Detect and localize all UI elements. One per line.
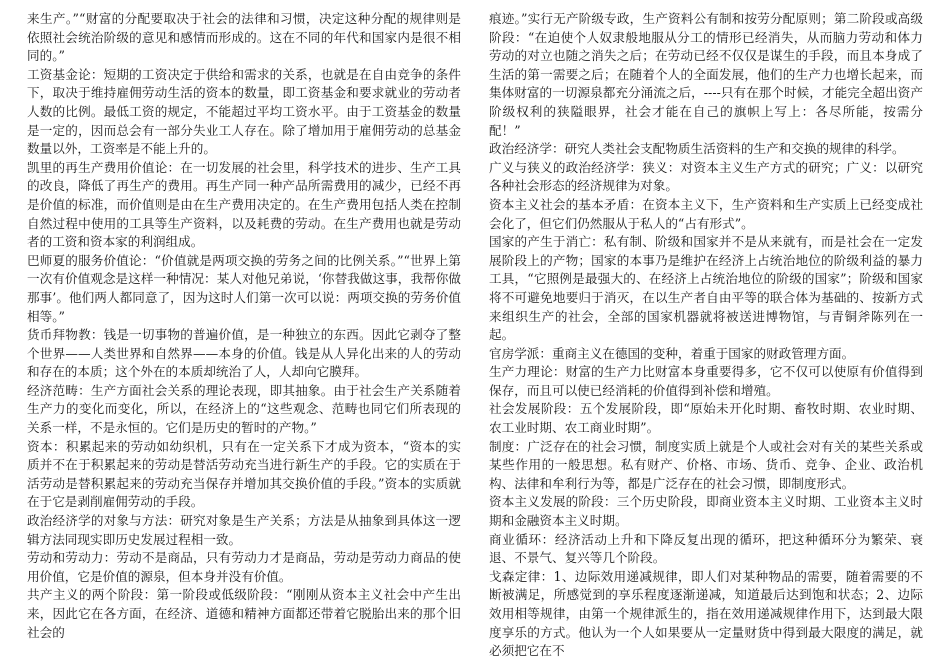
paragraph: 痕迹。”实行无产阶级专政，生产资料公有制和按劳分配原则；第二阶段或高级阶段：“在迫使个人奴隶般地服从分工的情形已经消失，从而脑力劳动和体力劳动的对立也随之消失之后；在劳动已经不仅仅是谋生的手段，而且本身成了生活的第一需要之后；在随着个人的全面发展，他们的生产力也增长起来，而集体财富的一切源泉都充分涌流之后，----只有在那个时候，才能完全超出资产阶级权利的狭隘眼界，社会才能在自己的旗帜上写上：各尽所能，按需分配！” <box>489 11 923 138</box>
paragraph: 凯里的再生产费用价值论：在一切发展的社会里，科学技术的进步、生产工具的改良，降低了再生产的费用。再生产同一种产品所需费用的减少，已经不再是价值的标准，而价值则是由在生产费用决定的。在生产费用包括人类在控制自然过程中使用的工具等生产资料，以及耗费的劳动。在生产费用也就是劳动者的工资和资本家的利润组成。 <box>27 159 461 250</box>
paragraph: 广义与狭义的政治经济学：狭义：对资本主义生产方式的研究；广义：以研究各种社会形态的经济规律为对象。 <box>489 159 923 194</box>
paragraph: 官房学派：重商主义在德国的变种，着重于国家的财政管理方面。 <box>489 345 855 361</box>
paragraph: 工资基金论：短期的工资决定于供给和需求的关系，也就是在自由竞争的条件下，取决于维持雇佣劳动生活的资本的数量，即工资基金和要求就业的劳动者人数的比例。最低工资的规定，不能超过平均工资水平。由于工资基金的数量是一定的，因而总会有一部分失业工人存在。除了增加用于雇佣劳动的总基金数量以外，工资率是不能上升的。 <box>27 66 461 157</box>
paragraph: 巴师夏的服务价值论：“价值就是两项交换的劳务之间的比例关系。”“世界上第一次有价值观念是这样一种情况：某人对他兄弟说，‘你替我做这事，我帮你做那事’。他们两人都同意了，因为这时人们第一次可以说：两项交换的劳务价值相等。” <box>27 252 461 324</box>
paragraph: 戈森定律：1、边际效用递减规律，即人们对某种物品的需要，随着需要的不断被满足，所感觉到的享乐程度逐渐递减，知道最后达到饱和状态；2、边际效用相等规律，由第一个规律派生的，指在效用递减规律作用下，达到最大限度享乐的方式。他认为一个人如果要从一定量财货中得到最大限度的满足，就必须把它在不 <box>489 568 923 659</box>
paragraph: 资本主义社会的基本矛盾：在资本主义下，生产资料和生产实质上已经变成社会化了，但它们仍然服从于私人的“占有形式”。 <box>489 196 923 231</box>
paragraph: 共产主义的两个阶段：第一阶段或低级阶段：“刚刚从资本主义社会中产生出来，因此它在各方面，在经济、道德和精神方面都还带着它脱胎出来的那个旧社会的 <box>27 587 461 640</box>
paragraph: 国家的产生于消亡：私有制、阶级和国家并不是从来就有，而是社会在一定发展阶段上的产物；国家的本事乃是维护在经济上占统治地位的阶级利益的暴力工具，“它照例是最强大的、在经济上占统治地位的阶级的国家”；阶级和国家将不可避免地要归于消灭，在以生产者自由平等的联合体为基础的、按新方式来组织生产的社会，全部的国家机器就将被送进博物馆，与青铜斧陈列在一起。 <box>489 234 923 343</box>
paragraph: 劳动和劳动力：劳动不是商品，只有劳动力才是商品，劳动是劳动力商品的使用价值，它是价值的源泉，但本身并没有价值。 <box>27 550 461 584</box>
paragraph: 资本：积累起来的劳动如幼织机，只有在一定关系下才成为资本，“资本的实质并不在于积累起来的劳动是替活劳动充当进行新生产的手段。它的实质在于活劳动是替积累起来的劳动充当保存并增加其交换价值的手段。”资本的实质就在于它是剥削雇佣劳动的手段。 <box>27 438 461 510</box>
paragraph: 政治经济学的对象与方法：研究对象是生产关系；方法是从抽象到具体这一逻辑方法同现实即历史发展过程相一致。 <box>27 513 461 547</box>
paragraph: 货币拜物教：钱是一切事物的普遍价值，是一种独立的东西。因此它剥夺了整个世界——人类世界和自然界——本身的价值。钱是从人异化出来的人的劳动和存在的本质；这个外在的本质却统治了人，人却向它膜拜。 <box>27 327 461 380</box>
paragraph: 来生产。”“财富的分配要取决于社会的法律和习惯，决定这种分配的规律则是依照社会统治阶级的意见和感情而形成的。这在不同的年代和国家内是很不相同的。” <box>27 11 461 64</box>
paragraph: 经济范畴：生产方面社会关系的理论表现，即其抽象。由于社会生产关系随着生产力的变化而变化，所以，在经济上的“这些观念、范畴也同它们所表现的关系一样，不是永恒的。它们是历史的暂时的产物。” <box>27 382 461 436</box>
left-column <box>27 10 461 672</box>
right-column <box>489 10 923 672</box>
paragraph: 资本主义发展的阶段：三个历史阶段，即商业资本主义时期、工业资本主义时期和金融资本主义时期。 <box>489 494 923 529</box>
paragraph: 制度：广泛存在的社会习惯，制度实质上就是个人或社会对有关的某些关系或某些作用的一般思想。私有财产、价格、市场、货币、竞争、企业、政治机构、法律和牟利行为等，都是广泛存在的社会习惯，即制度形式。 <box>489 438 923 491</box>
paragraph: 社会发展阶段：五个发展阶段，即“原始未开化时期、畜牧时期、农业时期、农工业时期、农工商业时期”。 <box>489 401 923 436</box>
paragraph: 政治经济学：研究人类社会支配物质生活资料的生产和交换的规律的科学。 <box>489 141 905 157</box>
paragraph: 生产力理论：财富的生产力比财富本身重要得多，它不仅可以使原有价值得到保存，而且可以使已经消耗的价值得到补偿和增殖。 <box>489 364 923 398</box>
paragraph: 商业循环：经济活动上升和下降反复出现的循环，把这种循环分为繁荣、衰退、不景气、复兴等几个阶段。 <box>489 531 923 566</box>
